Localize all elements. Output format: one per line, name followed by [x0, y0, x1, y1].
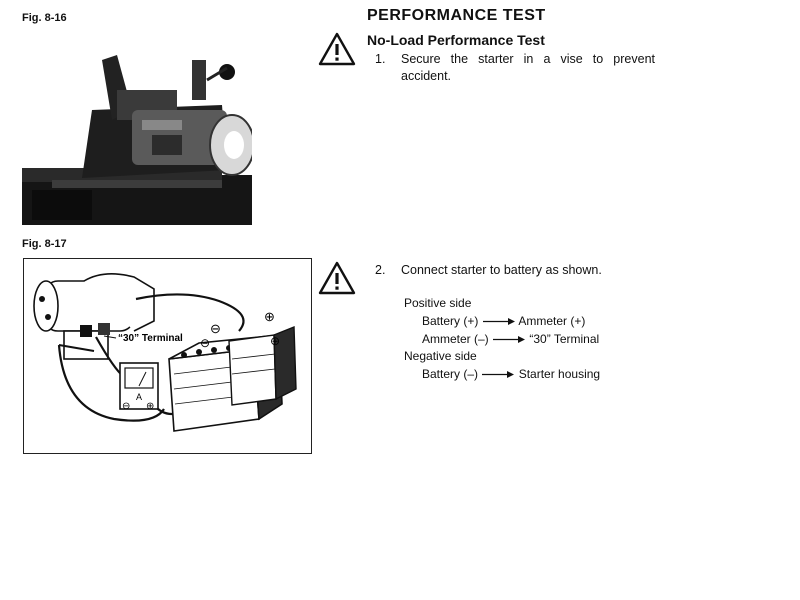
fig-8-16-label: Fig. 8-16 — [22, 12, 67, 24]
positive-connection-1-to: Ammeter (+) — [518, 314, 586, 328]
warning-triangle-icon — [318, 32, 356, 66]
step-2-number: 2. — [375, 263, 386, 277]
negative-connection-1-from: Battery (–) — [422, 367, 479, 381]
right-arrow-icon — [481, 370, 515, 379]
step-2 — [375, 262, 675, 279]
fig-8-17-label: Fig. 8-17 — [22, 238, 67, 250]
starter-in-vise-photo — [22, 50, 252, 225]
ammeter-negative-symbol: ⊖ — [122, 401, 131, 412]
starter-wiring-diagram — [23, 258, 312, 454]
positive-connection-2-to: “30” Terminal — [529, 332, 600, 346]
subsection-title: No-Load Performance Test — [367, 32, 545, 48]
right-arrow-icon — [482, 317, 516, 326]
battery-positive-symbol: ⊕ — [264, 309, 275, 324]
warning-triangle-icon — [318, 261, 356, 295]
battery-negative-symbol-2: ⊖ — [200, 336, 211, 350]
step-1 — [375, 51, 655, 85]
ammeter-positive-symbol: ⊕ — [146, 401, 155, 412]
negative-connection-1-to: Starter housing — [518, 367, 601, 381]
right-arrow-icon — [492, 335, 526, 344]
positive-connection-1-from: Battery (+) — [422, 314, 479, 328]
battery-positive-symbol-2: ⊕ — [270, 334, 281, 348]
positive-connection-2 — [422, 331, 599, 348]
ammeter-letter: A — [136, 392, 143, 402]
starter-motor-drawing — [34, 274, 154, 359]
negative-connection-1 — [422, 366, 600, 383]
negative-side-heading: Negative side — [404, 349, 477, 363]
step-1-text: Secure the starter in a vise to prevent accident. — [401, 52, 655, 83]
step-1-number: 1. — [375, 52, 386, 66]
step-2-text: Connect starter to battery as shown. — [401, 263, 602, 277]
positive-side-heading: Positive side — [404, 296, 472, 310]
battery-negative-symbol: ⊖ — [210, 321, 221, 336]
positive-connection-2-from: Ammeter (–) — [422, 332, 489, 346]
section-title: PERFORMANCE TEST — [367, 7, 546, 24]
terminal-30-label: “30” Terminal — [118, 333, 183, 344]
positive-connection-1 — [422, 313, 585, 330]
